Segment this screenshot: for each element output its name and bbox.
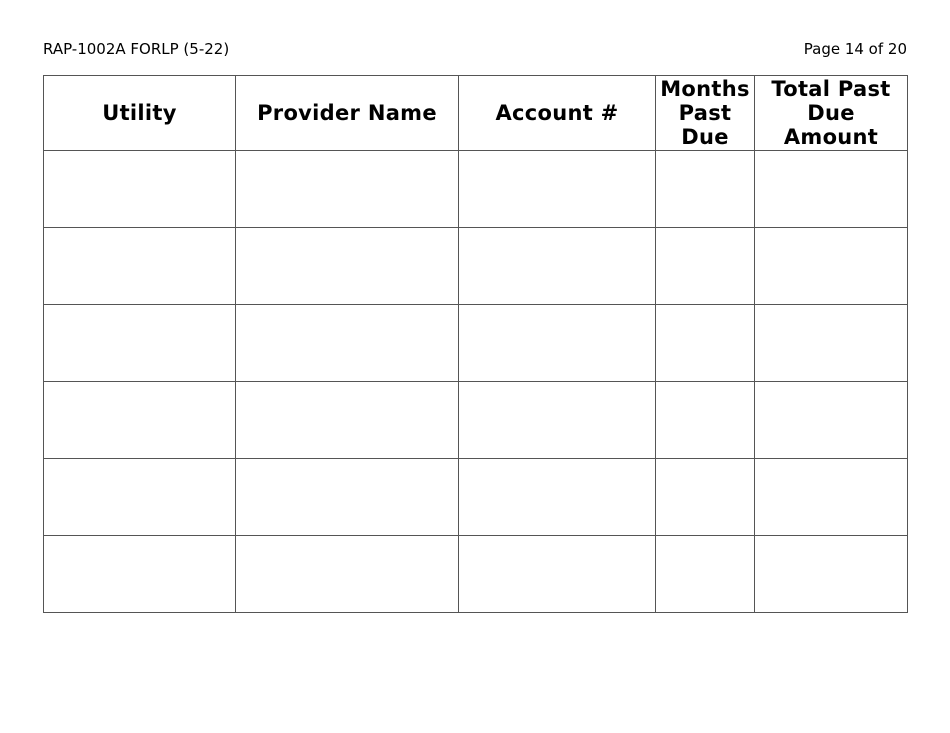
total-past-due-amount-cell[interactable] <box>755 382 908 459</box>
account-cell[interactable] <box>459 151 656 228</box>
page-number: Page 14 of 20 <box>803 40 907 58</box>
account-cell[interactable] <box>459 536 656 613</box>
total-past-due-amount-cell[interactable] <box>755 536 908 613</box>
utility-cell[interactable] <box>44 459 236 536</box>
account-cell[interactable] <box>459 459 656 536</box>
total-past-due-amount-cell[interactable] <box>755 305 908 382</box>
utility-cell[interactable] <box>44 382 236 459</box>
total-past-due-amount-cell[interactable] <box>755 151 908 228</box>
column-header-provider-name: Provider Name <box>236 76 459 151</box>
table-header-row <box>44 76 908 151</box>
column-header-account: Account # <box>459 76 656 151</box>
utility-cell[interactable] <box>44 151 236 228</box>
provider-name-cell[interactable] <box>236 459 459 536</box>
utility-cell[interactable] <box>44 228 236 305</box>
table-row <box>44 228 908 305</box>
account-cell[interactable] <box>459 382 656 459</box>
utility-cell[interactable] <box>44 305 236 382</box>
column-header-months-past-due: Months Past Due <box>656 76 755 151</box>
column-header-utility: Utility <box>44 76 236 151</box>
table-row <box>44 382 908 459</box>
months-past-due-cell[interactable] <box>656 382 755 459</box>
months-past-due-cell[interactable] <box>656 536 755 613</box>
table-row <box>44 536 908 613</box>
provider-name-cell[interactable] <box>236 151 459 228</box>
provider-name-cell[interactable] <box>236 228 459 305</box>
provider-name-cell[interactable] <box>236 536 459 613</box>
utility-cell[interactable] <box>44 536 236 613</box>
table-row <box>44 305 908 382</box>
account-cell[interactable] <box>459 228 656 305</box>
months-past-due-cell[interactable] <box>656 228 755 305</box>
form-id: RAP-1002A FORLP (5-22) <box>43 40 230 58</box>
utility-past-due-table <box>43 75 908 613</box>
table-row <box>44 459 908 536</box>
provider-name-cell[interactable] <box>236 305 459 382</box>
table-row <box>44 151 908 228</box>
provider-name-cell[interactable] <box>236 382 459 459</box>
column-header-total-past-due-amount: Total Past Due Amount <box>755 76 908 151</box>
months-past-due-cell[interactable] <box>656 459 755 536</box>
account-cell[interactable] <box>459 305 656 382</box>
total-past-due-amount-cell[interactable] <box>755 228 908 305</box>
months-past-due-cell[interactable] <box>656 305 755 382</box>
total-past-due-amount-cell[interactable] <box>755 459 908 536</box>
months-past-due-cell[interactable] <box>656 151 755 228</box>
